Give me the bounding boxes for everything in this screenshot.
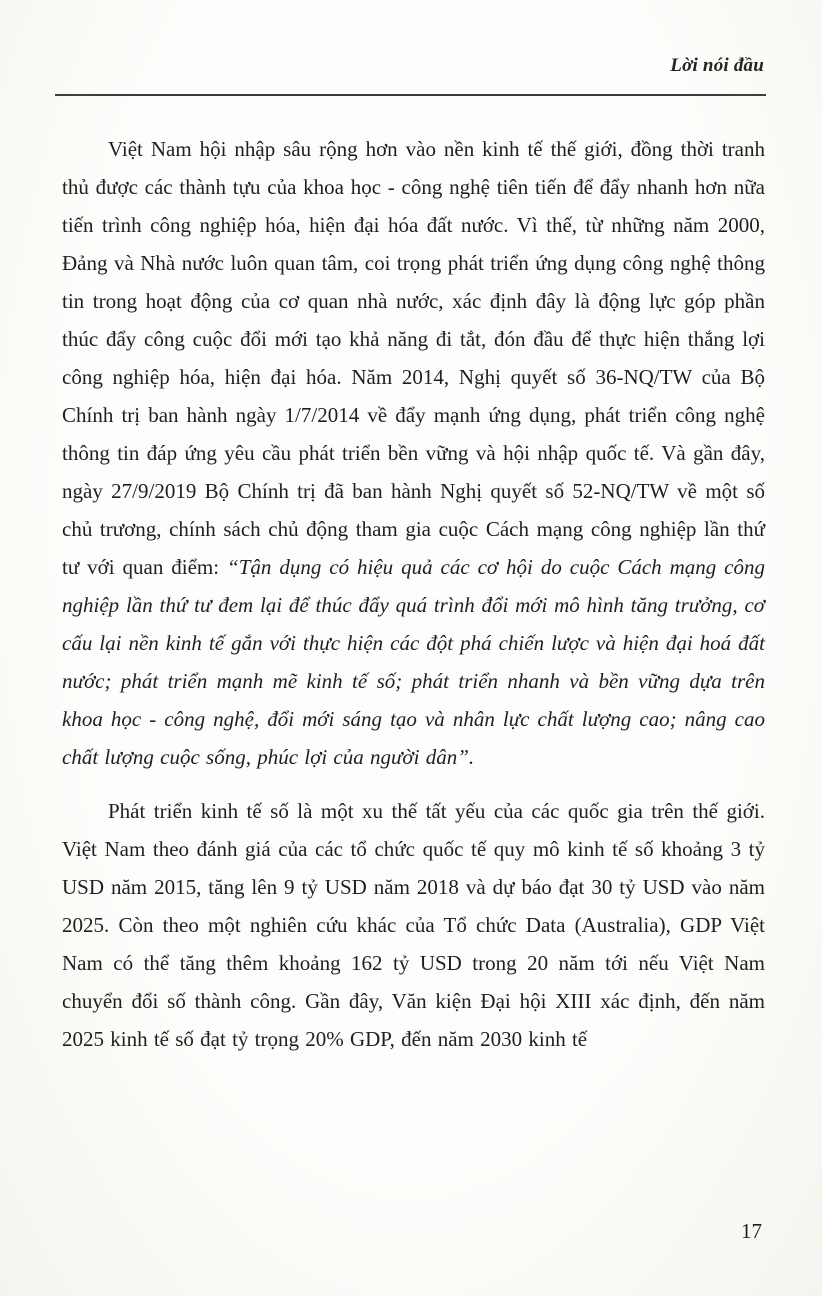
header-rule bbox=[55, 94, 766, 96]
running-header bbox=[57, 55, 764, 77]
paragraph-1-text: Việt Nam hội nhập sâu rộng hơn vào nền kinh tế thế giới, đồng thời tranh thủ được các thành tựu của khoa học - công nghệ tiên tiến để đẩy nhanh hơn nữa tiến trình công nghiệp hóa, hiện đại hóa đất nước. Vì thế, từ những năm 2000, Đảng và Nhà nước luôn quan tâm, coi trọng phát triển ứng dụng công nghệ thông tin trong hoạt động của cơ quan nhà nước, xác định đây là động lực góp phần thúc đẩy công cuộc đổi mới tạo khả năng đi tắt, đón đầu để thực hiện thắng lợi công nghiệp hóa, hiện đại hóa. Năm 2014, Nghị quyết số 36-NQ/TW của Bộ Chính trị ban hành ngày 1/7/2014 về đẩy mạnh ứng dụng, phát triển công nghệ thông tin đáp ứng yêu cầu phát triển bền vững và hội nhập quốc tế. Và gần đây, ngày 27/9/2019 Bộ Chính trị đã ban hành Nghị quyết số 52-NQ/TW về một số chủ trương, chính sách chủ động tham gia cuộc Cách mạng công nghiệp lần thứ tư với quan điểm: bbox=[62, 137, 765, 579]
running-header-text: Lời nói đầu bbox=[670, 55, 764, 76]
page-number: 17 bbox=[741, 1219, 762, 1243]
paragraph-1-quote: “Tận dụng có hiệu quả các cơ hội do cuộc Cách mạng công nghiệp lần thứ tư đem lại để thúc đẩy quá trình đổi mới mô hình tăng trưởng, cơ cấu lại nền kinh tế gắn với thực hiện các đột phá chiến lược và hiện đại hoá đất nước; phát triển mạnh mẽ kinh tế số; phát triển nhanh và bền vững dựa trên khoa học - công nghệ, đổi mới sáng tạo và nhân lực chất lượng cao; nâng cao chất lượng cuộc sống, phúc lợi của người dân”. bbox=[62, 555, 765, 769]
paragraph-2-text: Phát triển kinh tế số là một xu thế tất yếu của các quốc gia trên thế giới. Việt Nam theo đánh giá của các tổ chức quốc tế quy mô kinh tế số khoảng 3 tỷ USD năm 2015, tăng lên 9 tỷ USD năm 2018 và dự báo đạt 30 tỷ USD vào năm 2025. Còn theo một nghiên cứu khác của Tổ chức Data (Australia), GDP Việt Nam có thể tăng thêm khoảng 162 tỷ USD trong 20 năm tới nếu Việt Nam chuyển đổi số thành công. Gần đây, Văn kiện Đại hội XIII xác định, đến năm 2025 kinh tế số đạt tỷ trọng 20% GDP, đến năm 2030 kinh tế bbox=[62, 799, 765, 1051]
page-body bbox=[62, 130, 765, 1058]
paragraph-2 bbox=[62, 792, 765, 1058]
paragraph-1 bbox=[62, 130, 765, 776]
